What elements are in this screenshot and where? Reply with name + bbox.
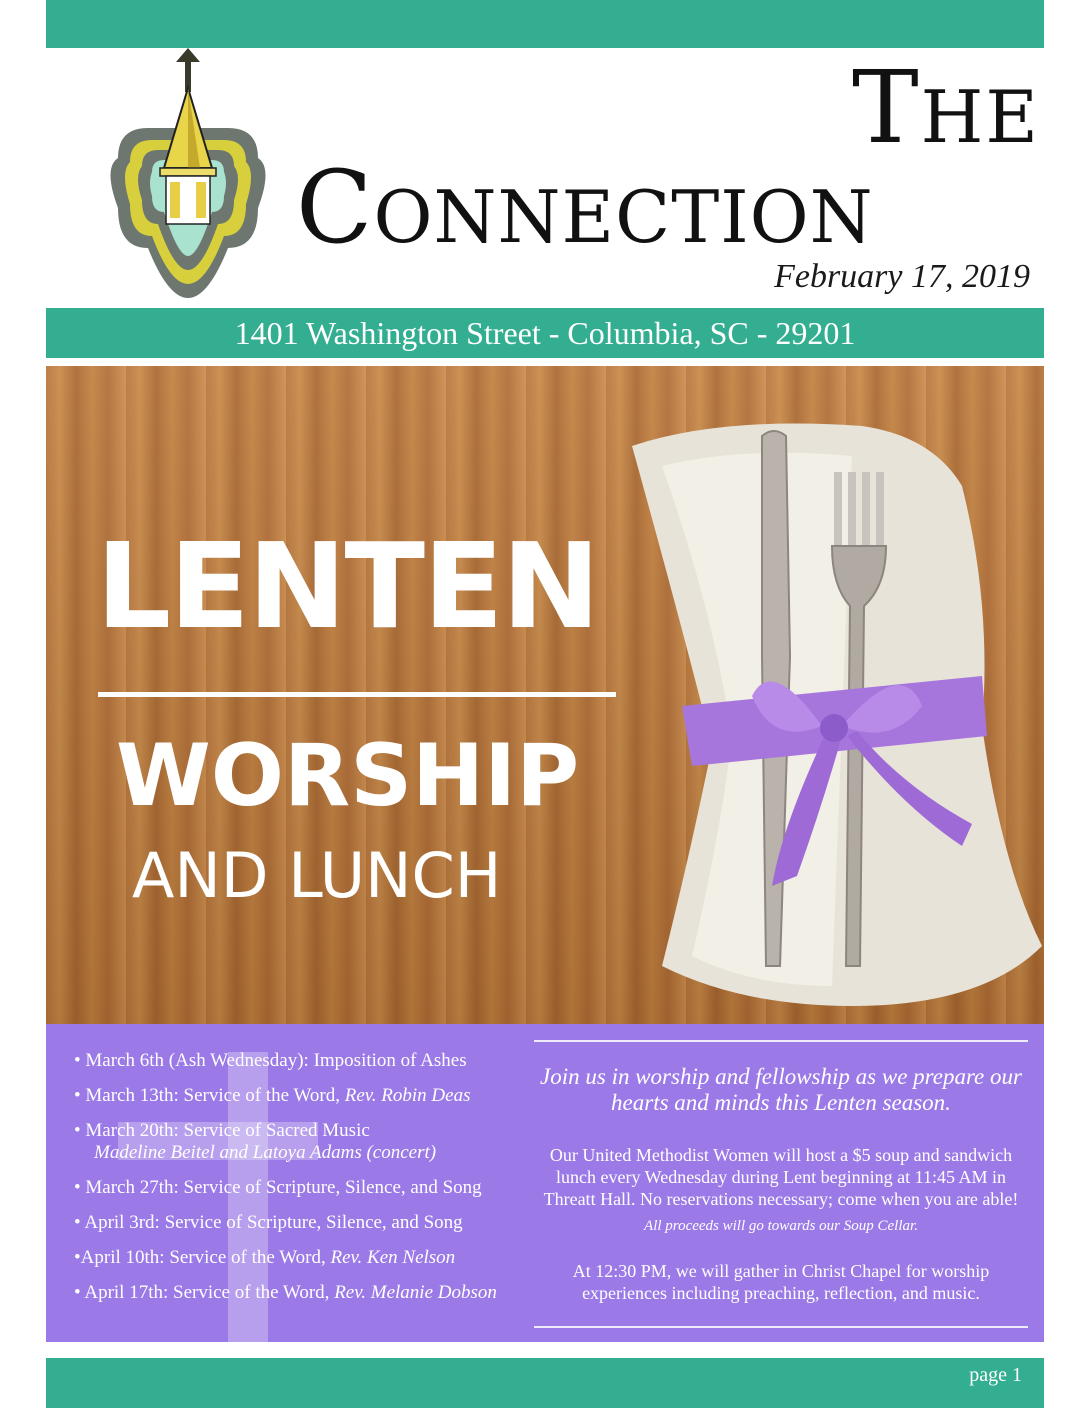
hero-title-and-lunch: AND LUNCH	[132, 839, 502, 912]
event-text: • April 3rd: Service of Scripture, Silence, and Song	[74, 1212, 463, 1233]
top-bar	[46, 0, 1044, 48]
event-text: • March 20th: Service of Sacred Music	[74, 1120, 370, 1141]
proceeds-text: All proceeds will go towards our Soup Cellar.	[644, 1218, 918, 1234]
invite-text: Join us in worship and fellowship as we prepare our hearts and minds this Lenten season.	[540, 1064, 1022, 1115]
event-item	[74, 1050, 514, 1072]
event-speaker: Rev. Robin Deas	[344, 1085, 471, 1106]
title-connection-initial: C	[296, 149, 374, 266]
event-item	[74, 1120, 514, 1164]
event-item	[74, 1282, 514, 1304]
umw-lunch-text: Our United Methodist Women will host a $5 soup and sandwich lunch every Wednesday during Lent beginning at 11:45 AM in Threatt Hall. No reservations necessary; come when you are able!	[543, 1145, 1019, 1209]
event-item	[74, 1085, 514, 1107]
chapel-worship-text: At 12:30 PM, we will gather in Christ Chapel for worship experiences including preaching, reflection, and music.	[572, 1261, 990, 1303]
hero-divider	[98, 692, 616, 697]
hero-title-worship: WORSHIP	[116, 726, 580, 826]
event-text: • March 13th: Service of the Word,	[74, 1085, 345, 1106]
event-text: • March 27th: Service of Scripture, Silence, and Song	[74, 1177, 482, 1198]
details-top-rule	[534, 1040, 1028, 1042]
event-speaker: Rev. Ken Nelson	[330, 1247, 456, 1268]
event-item	[74, 1212, 514, 1234]
hero-banner	[46, 366, 1044, 1024]
address-bar	[46, 308, 1044, 358]
event-text: • March 6th (Ash Wednesday): Imposition of Ashes	[74, 1050, 467, 1071]
event-speaker: Rev. Melanie Dobson	[334, 1282, 497, 1303]
masthead-title-the	[851, 49, 1040, 167]
events-list	[74, 1050, 514, 1317]
page-number: page 1	[969, 1364, 1022, 1386]
masthead-title-connection	[296, 149, 874, 267]
church-steeple-logo	[108, 48, 268, 306]
footer-bar	[46, 1358, 1044, 1408]
event-details	[534, 1040, 1028, 1330]
event-item	[74, 1177, 514, 1199]
event-text: • April 17th: Service of the Word,	[74, 1282, 335, 1303]
title-connection-rest: ONNECTION	[373, 175, 874, 259]
event-item	[74, 1247, 514, 1269]
hero-title-lenten: LENTEN	[96, 517, 599, 655]
event-text: •April 10th: Service of the Word,	[74, 1247, 331, 1268]
details-bottom-rule	[534, 1326, 1028, 1328]
church-address: 1401 Washington Street - Columbia, SC - 29201	[234, 315, 856, 351]
title-the-rest: HE	[920, 75, 1040, 159]
title-the-initial: T	[851, 49, 921, 166]
issue-date: February 17, 2019	[774, 258, 1030, 295]
napkin-cutlery-illustration	[602, 406, 1042, 1016]
event-subtext: Madeline Beitel and Latoya Adams (concert)	[94, 1142, 437, 1163]
